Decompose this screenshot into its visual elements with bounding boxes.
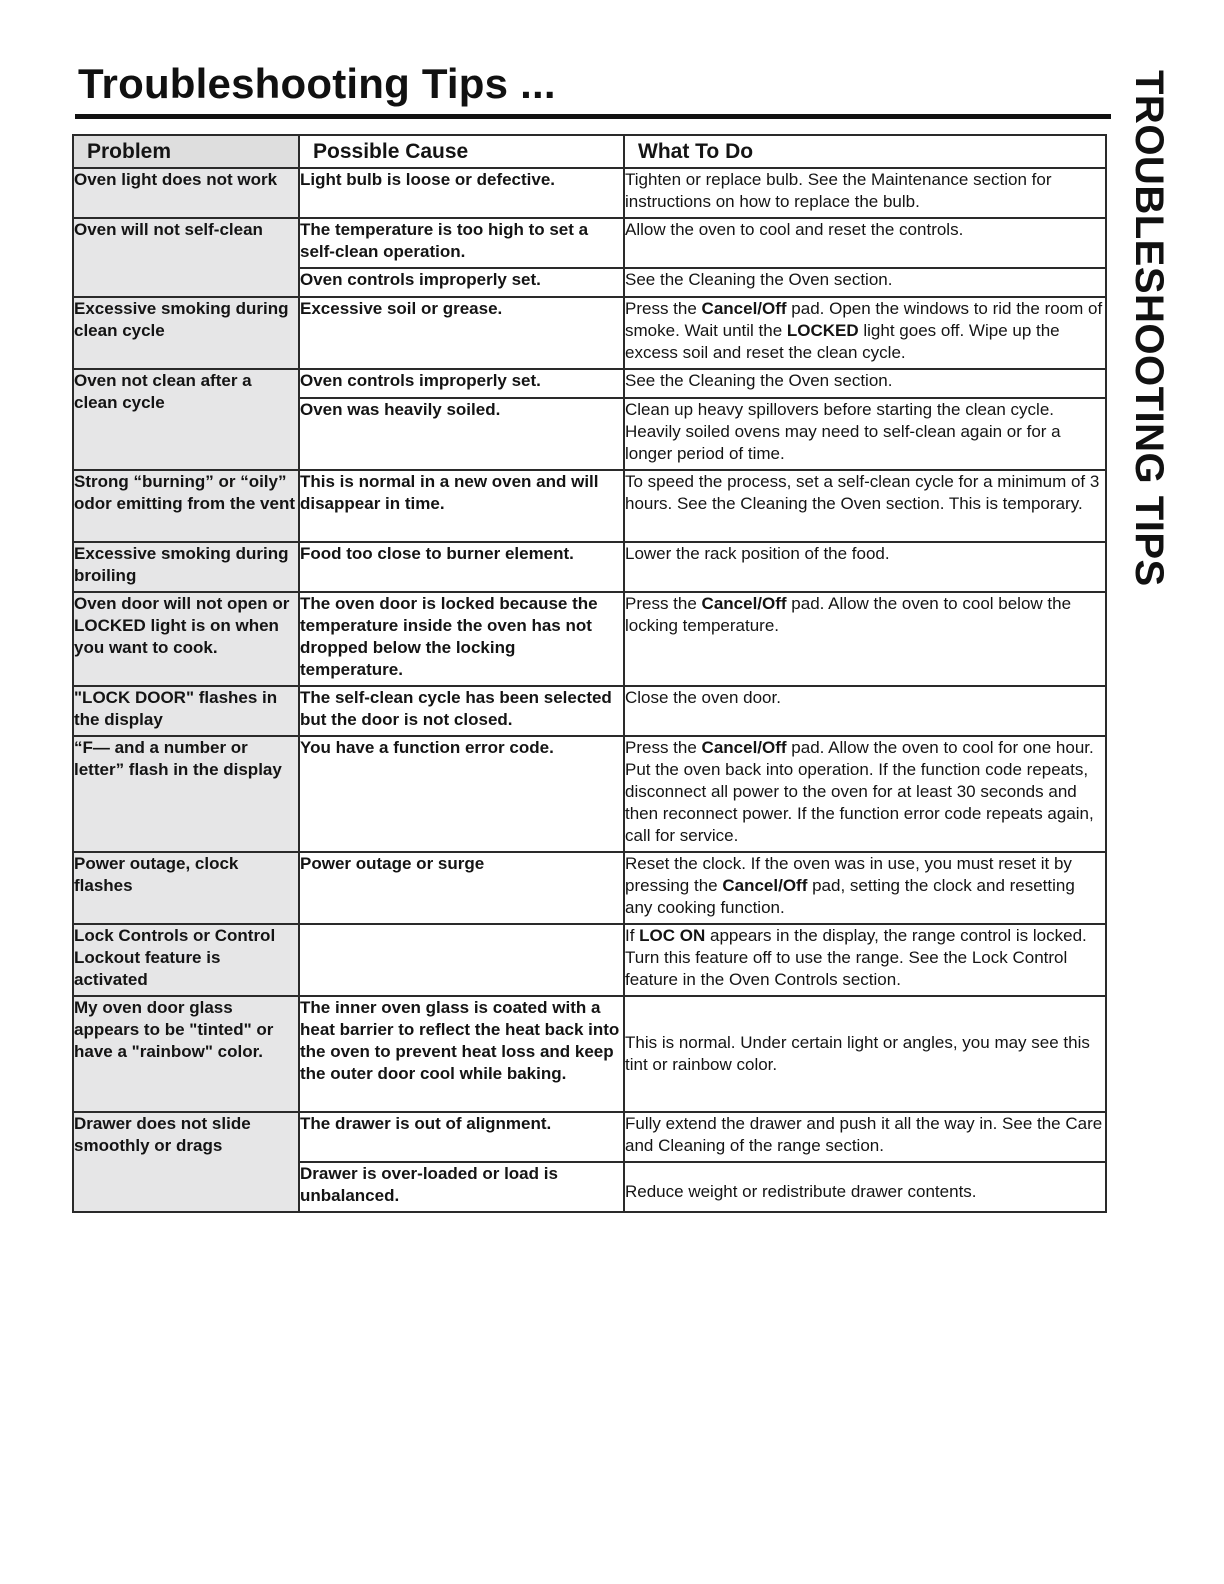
todo-cell <box>624 470 1106 542</box>
bold-text: Cancel/Off <box>701 299 787 318</box>
problem-cell: Oven light does not work <box>73 168 299 218</box>
cause-cell: The drawer is out of alignment. <box>299 1112 624 1162</box>
text-run: Press the <box>625 299 702 318</box>
text-run: If <box>625 926 640 945</box>
cause-cell: Excessive soil or grease. <box>299 297 624 369</box>
text-run: Allow the oven to cool and reset the controls. <box>625 220 964 239</box>
text-run: appears in the display, the range control is locked. Turn this feature off to use the range. See the Lock Control feature in the Oven Controls section. <box>625 926 1087 989</box>
todo-cell <box>624 686 1106 736</box>
text-run: pad. Allow the oven to cool below the locking temperature. <box>625 594 1072 635</box>
text-run: Press the <box>625 594 702 613</box>
todo-cell <box>624 542 1106 592</box>
problem-cell: Power outage, clock flashes <box>73 852 299 924</box>
table-row <box>73 996 1106 1112</box>
cause-cell: Oven controls improperly set. <box>299 369 624 398</box>
table-row <box>73 592 1106 686</box>
text-run: Tighten or replace bulb. See the Maintenance section for instructions on how to replace the bulb. <box>625 170 1052 211</box>
problem-cell: Drawer does not slide smoothly or drags <box>73 1112 299 1212</box>
text-run: pad. Open the windows to rid the room of smoke. Wait until the <box>625 299 1103 340</box>
table-row <box>73 369 1106 398</box>
table-row <box>73 297 1106 369</box>
table-row <box>73 1112 1106 1162</box>
text-run: pad, setting the clock and resetting any cooking function. <box>625 876 1075 917</box>
cause-cell: The self-clean cycle has been selected but the door is not closed. <box>299 686 624 736</box>
table-row <box>73 736 1106 852</box>
column-header-possible-cause: Possible Cause <box>299 135 624 168</box>
todo-cell <box>624 369 1106 398</box>
text-run: To speed the process, set a self-clean cycle for a minimum of 3 hours. See the Cleaning the Oven section. This is temporary. <box>625 472 1100 513</box>
problem-cell: Excessive smoking during broiling <box>73 542 299 592</box>
todo-cell <box>624 168 1106 218</box>
text-run: Close the oven door. <box>625 688 781 707</box>
cause-cell: This is normal in a new oven and will disappear in time. <box>299 470 624 542</box>
cause-cell: Oven was heavily soiled. <box>299 398 624 470</box>
text-run: Press the <box>625 738 702 757</box>
text-run: Lower the rack position of the food. <box>625 544 890 563</box>
todo-cell <box>624 297 1106 369</box>
text-run: Reset the clock. If the oven was in use, you must reset it by pressing the <box>625 854 1072 895</box>
table-row <box>73 924 1106 996</box>
cause-cell: Power outage or surge <box>299 852 624 924</box>
section-side-tab: TROUBLESHOOTING TIPS <box>1127 70 1171 587</box>
problem-cell: Oven door will not open or LOCKED light is on when you want to cook. <box>73 592 299 686</box>
todo-cell <box>624 592 1106 686</box>
title-divider <box>75 114 1111 119</box>
problem-cell: Lock Controls or Control Lockout feature is activated <box>73 924 299 996</box>
table-row <box>73 852 1106 924</box>
cause-cell: The oven door is locked because the temperature inside the oven has not dropped below the locking temperature. <box>299 592 624 686</box>
column-header-what-to-do: What To Do <box>624 135 1106 168</box>
problem-cell: My oven door glass appears to be "tinted" or have a "rainbow" color. <box>73 996 299 1112</box>
table-row <box>73 168 1106 218</box>
todo-cell <box>624 1162 1106 1212</box>
todo-cell <box>624 1112 1106 1162</box>
cause-cell: Oven controls improperly set. <box>299 268 624 297</box>
text-run: Reduce weight or redistribute drawer contents. <box>625 1182 977 1201</box>
bold-text: Cancel/Off <box>701 738 787 757</box>
cause-cell: The temperature is too high to set a self-clean operation. <box>299 218 624 268</box>
todo-cell <box>624 218 1106 268</box>
todo-cell <box>624 736 1106 852</box>
problem-cell: "LOCK DOOR" flashes in the display <box>73 686 299 736</box>
problem-cell: “F— and a number or letter” flash in the display <box>73 736 299 852</box>
cause-cell: You have a function error code. <box>299 736 624 852</box>
problem-cell: Oven not clean after a clean cycle <box>73 369 299 470</box>
cause-cell <box>299 924 624 996</box>
column-header-problem: Problem <box>73 135 299 168</box>
cause-cell: The inner oven glass is coated with a heat barrier to reflect the heat back into the oven to prevent heat loss and keep the outer door cool while baking. <box>299 996 624 1112</box>
page-title: Troubleshooting Tips ... <box>78 60 556 107</box>
todo-cell <box>624 268 1106 297</box>
table-header-row <box>73 135 1106 168</box>
table-row <box>73 686 1106 736</box>
text-run: Fully extend the drawer and push it all the way in. See the Care and Cleaning of the range section. <box>625 1114 1103 1155</box>
problem-cell: Oven will not self-clean <box>73 218 299 297</box>
cause-cell: Light bulb is loose or defective. <box>299 168 624 218</box>
text-run: light goes off. Wipe up the excess soil and reset the clean cycle. <box>625 321 1060 362</box>
todo-cell <box>624 398 1106 470</box>
troubleshooting-table <box>72 134 1107 1213</box>
table-row <box>73 542 1106 592</box>
text-run: See the Cleaning the Oven section. <box>625 371 893 390</box>
todo-cell <box>624 996 1106 1112</box>
bold-text: LOCKED <box>786 321 859 340</box>
problem-cell: Strong “burning” or “oily” odor emitting from the vent <box>73 470 299 542</box>
problem-cell: Excessive smoking during clean cycle <box>73 297 299 369</box>
todo-cell <box>624 852 1106 924</box>
todo-cell <box>624 924 1106 996</box>
bold-text: LOC ON <box>639 926 706 945</box>
text-run: This is normal. Under certain light or angles, you may see this tint or rainbow color. <box>625 1033 1090 1074</box>
text-run: Clean up heavy spillovers before starting the clean cycle. Heavily soiled ovens may need to self-clean again or for a longer period of time. <box>625 400 1061 463</box>
table-row <box>73 218 1106 268</box>
table-row <box>73 470 1106 542</box>
text-run: pad. Allow the oven to cool for one hour. Put the oven back into operation. If the function code repeats, disconnect all power to the oven for at least 30 seconds and then reconnect power. If the function error code repeats again, call for service. <box>625 738 1094 845</box>
cause-cell: Food too close to burner element. <box>299 542 624 592</box>
cause-cell: Drawer is over-loaded or load is unbalanced. <box>299 1162 624 1212</box>
text-run: See the Cleaning the Oven section. <box>625 270 893 289</box>
bold-text: Cancel/Off <box>701 594 787 613</box>
bold-text: Cancel/Off <box>722 876 808 895</box>
